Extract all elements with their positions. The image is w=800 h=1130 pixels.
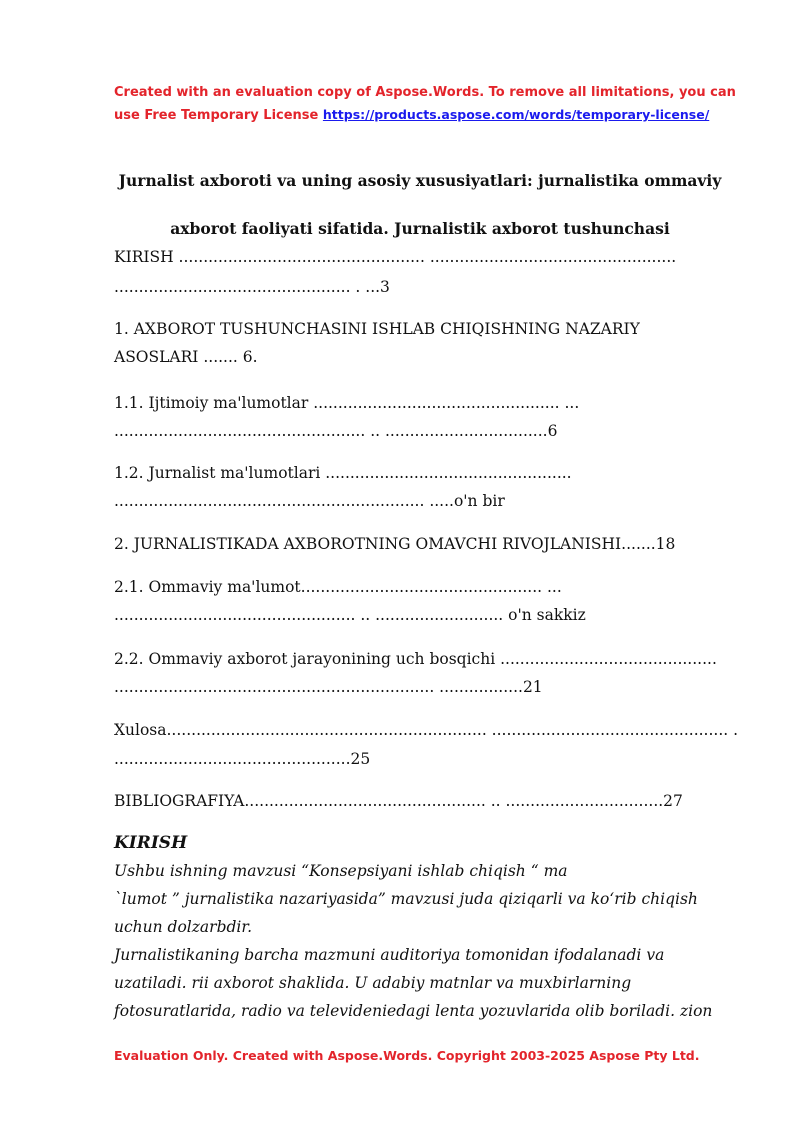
document-title-line-2: axborot faoliyati sifatida. Jurnalistik axborot tushunchasi — [170, 219, 670, 238]
toc-line: 1.2. Jurnalist ma'lumotlari .................................................. — [114, 464, 572, 482]
toc-line: ASOSLARI ....... 6. — [114, 348, 258, 366]
toc-line: 2. JURNALISTIKADA AXBOROTNING OMAVCHI RIVOJLANISHI.......18 — [114, 535, 676, 553]
intro-heading: KIRISH — [114, 833, 188, 853]
paragraph-line: fotosuratlarida, radio va televideniedagi lenta yozuvlarida olib boriladi. zion — [114, 1002, 713, 1020]
temporary-license-link[interactable]: https://products.aspose.com/words/temporary-license/ — [322, 107, 710, 122]
toc-line: 1.1. Ijtimoiy ma'lumotlar .................................................. ... — [114, 394, 580, 412]
evaluation-watermark-footer: Evaluation Only. Created with Aspose.Words. Copyright 2003-2025 Aspose Pty Ltd. — [114, 1048, 700, 1063]
paragraph-line: uzatiladi. rii axborot shaklida. U adabiy matnlar va muxbirlarning — [114, 974, 632, 992]
toc-line: 2.2. Ommaviy axborot jarayonining uch bosqichi ............................................ — [114, 650, 717, 668]
toc-line: ................................................ . ...3 — [114, 278, 390, 296]
document-title-line-1: Jurnalist axboroti va uning asosiy xususiyatlari: jurnalistika ommaviy — [118, 171, 722, 190]
toc-line: 1. AXBOROT TUSHUNCHASINI ISHLAB CHIQISHNING NAZARIY — [114, 320, 640, 338]
toc-line: ................................................. .. .......................... o'n sakkiz — [114, 606, 586, 624]
evaluation-watermark-header — [114, 82, 754, 127]
paragraph-line: Jurnalistikaning barcha mazmuni auditoriya tomonidan ifodalanadi va — [114, 946, 665, 964]
evaluation-notice-text: Created with an evaluation copy of Aspose.Words. To remove all limitations, you can use Free Temporary License — [114, 85, 736, 123]
toc-line: ............................................................... .....o'n bir — [114, 492, 505, 510]
paragraph-line: `lumot ” jurnalistika nazariyasida” mavzusi juda qiziqarli va ko‘rib chiqish — [114, 890, 698, 908]
toc-line: ................................................................. .................21 — [114, 678, 543, 696]
toc-line: Xulosa................................................................. ................................................ . — [114, 721, 739, 739]
toc-line: KIRISH .................................................. .................................................. — [114, 248, 677, 266]
paragraph-line: uchun dolzarbdir. — [114, 918, 253, 936]
toc-line: BIBLIOGRAFIYA................................................. .. ................................27 — [114, 792, 683, 810]
toc-line: ................................................25 — [114, 750, 371, 768]
toc-line: 2.1. Ommaviy ma'lumot................................................. ... — [114, 578, 562, 596]
toc-line: ................................................... .. .................................6 — [114, 422, 558, 440]
paragraph-line: Ushbu ishning mavzusi “Konsepsiyani ishlab chiqish “ ma — [114, 862, 568, 880]
